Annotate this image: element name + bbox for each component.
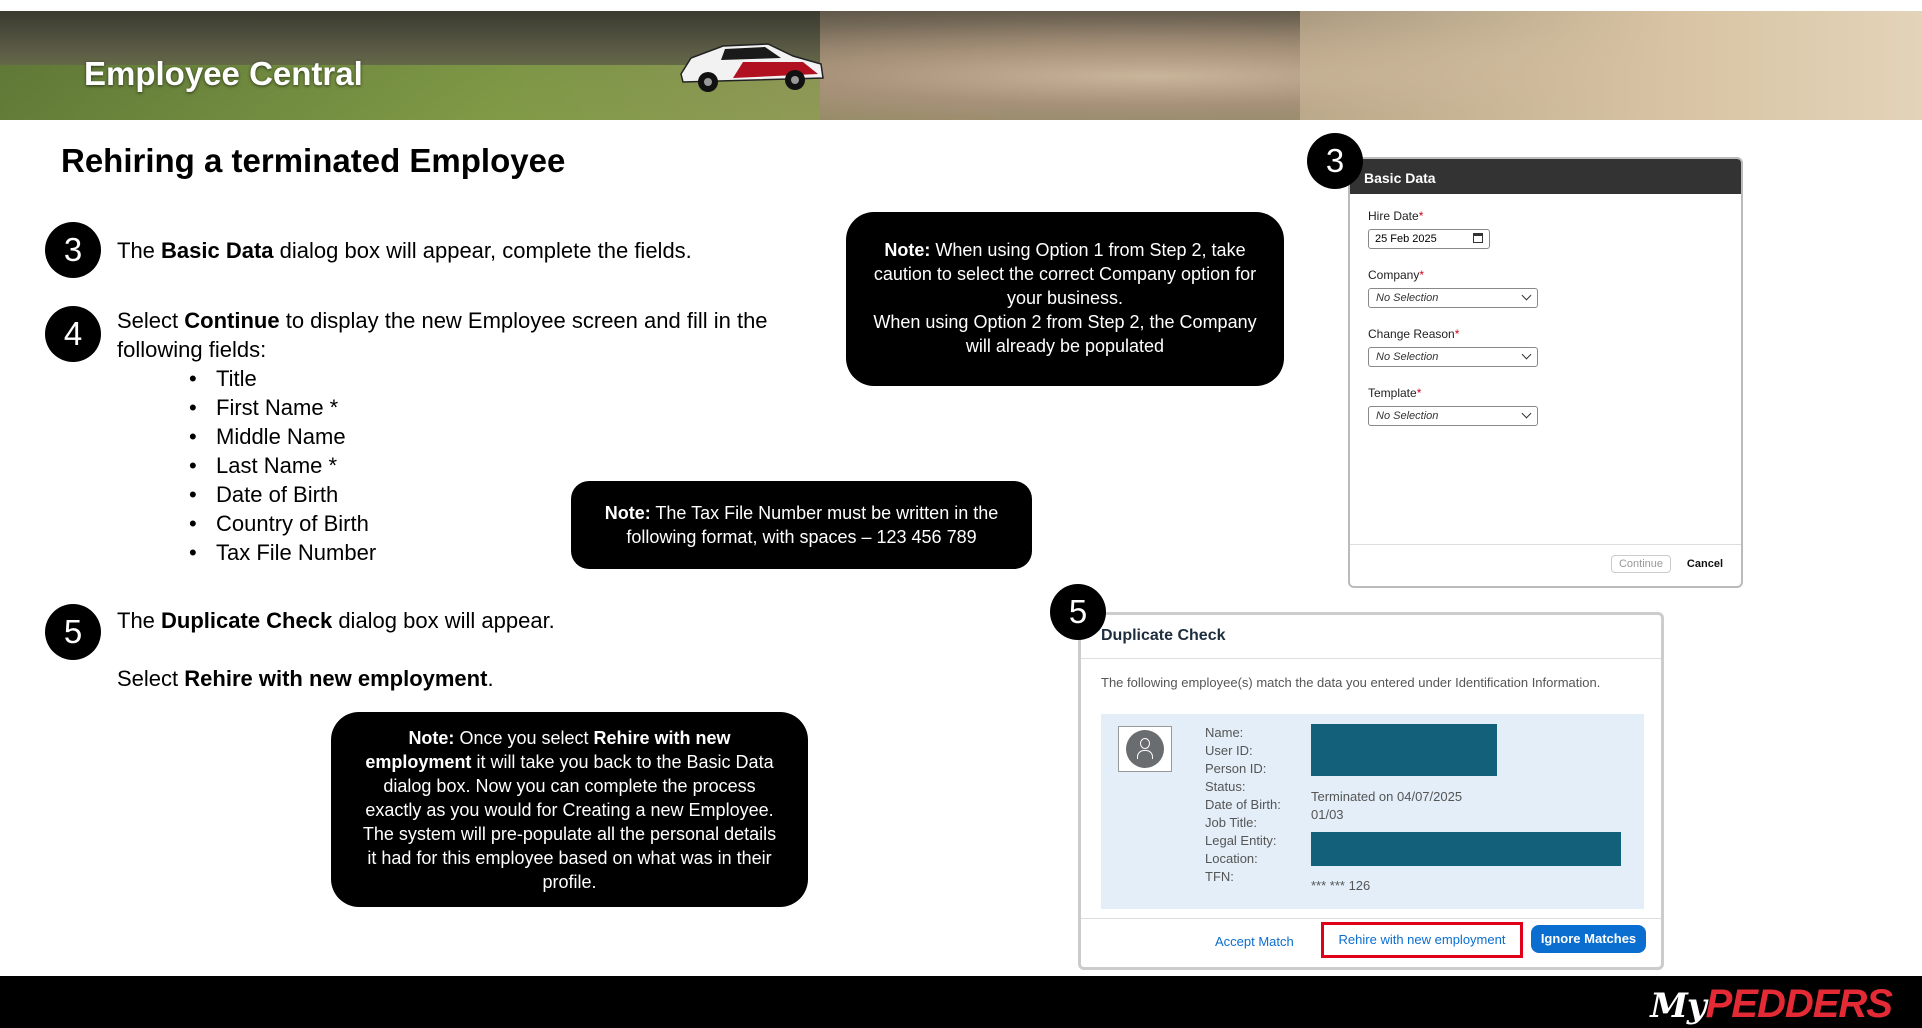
dialog-title: Duplicate Check bbox=[1101, 627, 1226, 644]
dob-value: 01/03 bbox=[1311, 807, 1344, 822]
step-4-badge: 4 bbox=[45, 306, 101, 362]
template-label: Template* bbox=[1368, 386, 1422, 400]
status-value: Terminated on 04/07/2025 bbox=[1311, 789, 1463, 804]
step-5-instruction: Select Rehire with new employment. bbox=[117, 666, 494, 691]
redacted-block bbox=[1311, 724, 1497, 776]
list-item: • Tax File Number bbox=[189, 538, 376, 567]
page-title: Rehiring a terminated Employee bbox=[61, 142, 566, 179]
basic-data-dialog bbox=[1348, 157, 1743, 588]
continue-button[interactable]: Continue bbox=[1611, 555, 1671, 573]
pedders-logo: MyPEDDERS bbox=[1650, 982, 1892, 1026]
field-labels: Name: User ID: Person ID: Status: Date of Birth: Job Title: Legal Entity: Location: TFN: bbox=[1205, 725, 1281, 884]
list-item: • Country of Birth bbox=[189, 509, 376, 538]
app-title: Employee Central bbox=[84, 55, 363, 92]
basic-data-badge: 3 bbox=[1307, 133, 1363, 189]
dialog-footer bbox=[1081, 918, 1661, 967]
change-reason-select[interactable]: No Selection bbox=[1368, 347, 1538, 367]
list-item: • Date of Birth bbox=[189, 480, 376, 509]
step-3-text: The Basic Data dialog box will appear, complete the fields. bbox=[117, 238, 692, 263]
duplicate-check-dialog bbox=[1078, 612, 1664, 970]
footer-bar bbox=[0, 976, 1922, 1028]
ignore-matches-button[interactable]: Ignore Matches bbox=[1531, 925, 1646, 953]
template-select[interactable]: No Selection bbox=[1368, 406, 1538, 426]
hire-date-label: Hire Date* bbox=[1368, 209, 1424, 223]
list-item: • First Name * bbox=[189, 393, 376, 422]
company-select[interactable]: No Selection bbox=[1368, 288, 1538, 308]
company-label: Company* bbox=[1368, 268, 1425, 282]
cancel-button[interactable]: Cancel bbox=[1686, 558, 1723, 570]
person-icon bbox=[1126, 730, 1164, 768]
tfn-value: *** *** 126 bbox=[1311, 878, 1371, 893]
dialog-title: Basic Data bbox=[1350, 159, 1741, 194]
dialog-description: The following employee(s) match the data you entered under Identification Information. bbox=[1101, 675, 1601, 690]
divider bbox=[1081, 658, 1661, 659]
field-list bbox=[189, 364, 376, 567]
list-item: • Title bbox=[189, 364, 376, 393]
banner-dust-far bbox=[1300, 11, 1922, 120]
hire-date-input[interactable]: 25 Feb 2025 bbox=[1368, 229, 1490, 249]
note-rehire: Note: Once you select Rehire with new employment it will take you back to the Basic Data dialog box. Now you can complete the process exactly as you would for Creating a new Employee. The system will pre-populate all the personal details it had for this employee based on what was in their profile. bbox=[331, 712, 808, 907]
note-tfn: Note: The Tax File Number must be written in the following format, with spaces – 123 456 789 bbox=[571, 481, 1032, 569]
list-item: • Middle Name bbox=[189, 422, 376, 451]
chevron-down-icon bbox=[1522, 350, 1532, 360]
redacted-block bbox=[1311, 832, 1621, 866]
dialog-footer bbox=[1350, 544, 1741, 586]
change-reason-label: Change Reason* bbox=[1368, 327, 1460, 341]
step-4-text: Select Continue to display the new Employee screen and fill in the following fields: bbox=[117, 308, 768, 362]
note-company: Note: When using Option 1 from Step 2, take caution to select the correct Company option for your business. When using Option 2 from Step 2, the Company will already be populated bbox=[846, 212, 1284, 386]
chevron-down-icon bbox=[1522, 291, 1532, 301]
rehire-new-employment-button[interactable]: Rehire with new employment bbox=[1321, 922, 1523, 958]
step-5-badge: 5 bbox=[45, 604, 101, 660]
calendar-icon[interactable] bbox=[1473, 233, 1483, 243]
list-item: • Last Name * bbox=[189, 451, 376, 480]
field-values bbox=[1311, 788, 1462, 824]
step-3-badge: 3 bbox=[45, 222, 101, 278]
accept-match-button[interactable]: Accept Match bbox=[1215, 934, 1294, 949]
duplicate-check-badge: 5 bbox=[1050, 584, 1106, 640]
header-banner bbox=[0, 11, 1922, 120]
match-card[interactable] bbox=[1101, 714, 1644, 909]
avatar bbox=[1118, 726, 1172, 772]
rally-car-image bbox=[673, 36, 828, 94]
chevron-down-icon bbox=[1522, 409, 1532, 419]
step-5-text: The Duplicate Check dialog box will appear. bbox=[117, 608, 555, 633]
